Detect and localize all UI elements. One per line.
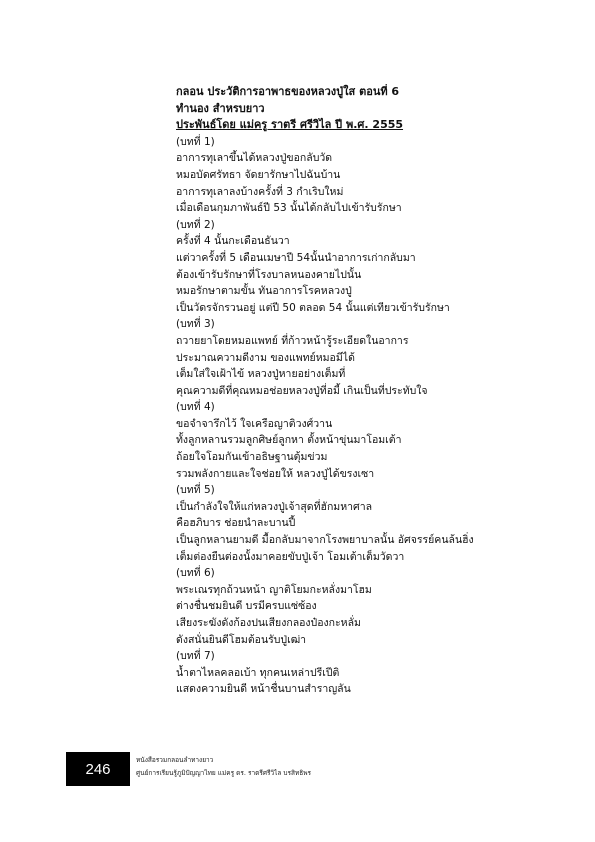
section-label: (บทที่ 6) bbox=[176, 567, 215, 580]
poem-title: กลอน ประวัติการอาพาธของหลวงปู่ใส ตอนที่ 6 bbox=[176, 85, 400, 98]
poem-line: อาการทุเลาขึ้นได้หลวงปู่ขอกลับวัด bbox=[176, 152, 333, 165]
poem-line: พระเณรทุกถ้วนหน้า ญาติโยมกะหลั่งมาโฮม bbox=[176, 583, 372, 596]
poem-line: ถ้อยใจโอมกันเข้าอธิษฐานตุ้มข่วม bbox=[176, 451, 328, 464]
poem-line: น้ำตาไหลคลอเบ้า ทุกคนเหล่าปรีเปีติ bbox=[176, 666, 340, 679]
poem-line: ประมาณความดีงาม ของแพทย์หมอมีได้ bbox=[176, 351, 355, 364]
section-label: (บทที่ 7) bbox=[176, 650, 215, 663]
poem-line: ถวายยาโดยหมอแพทย์ ที่ก้าวหน้ารู้ระเอียดในอาการ bbox=[176, 334, 409, 347]
poem-line: เป็นลูกหลานยามดี มื้อกลับมาจากโรงพยาบาลนั้น อัศจรรย์คนล้นฮิ่ง bbox=[176, 534, 474, 547]
poem-sections bbox=[176, 134, 576, 698]
poem-line: ครั้งที่ 4 นั้นกะเดือนธันวา bbox=[176, 235, 290, 248]
footer-book-title: หนังสือรวมกลอนลำทางยาว bbox=[136, 756, 214, 764]
poem-line: ต้องเข้ารับรักษาที่โรงบาลหนองคายไปนั้น bbox=[176, 268, 362, 281]
poem-line: เต็มต่องยืนต่องนั้งมาคอยขับปู่เจ้า โอมเต้าเต็มวัดวา bbox=[176, 550, 405, 563]
footer-publisher: ศูนย์การเรียนรู้ภูมิปัญญาไทย แม่ครู ดร. ราตรีศรีวิไล บรสิทธิพร bbox=[136, 769, 312, 777]
poem-line: แสดงความยินดี หน้าชื่นบานสำราญลัน bbox=[176, 683, 351, 696]
poem-line: ต่างชื่นชมยินดี บรมีครบแซ่ซ้อง bbox=[176, 600, 317, 613]
poem-line: หมอบัดศรัทธา จัดยารักษาไปฉันบ้าน bbox=[176, 168, 341, 181]
poem-line: แต่วาครั้งที่ 5 เดือนเมษาปี 54นั้นนำอาการเก่ากลับมา bbox=[176, 251, 416, 264]
poem-line: ดังสนั่นยินดีโฮมต้อนรับปู่เฒ่า bbox=[176, 633, 307, 646]
page-number-text: 246 bbox=[85, 760, 111, 778]
poem-line: เป็นกำลังใจให้แก่หลวงปู่เจ้าสุดที่ฮักมหาศาล bbox=[176, 500, 373, 513]
page-number bbox=[66, 752, 130, 786]
poem-line: อาการทุเลาลงบ้างครั้งที่ 3 กำเริบใหม่ bbox=[176, 185, 344, 198]
poem-line: เต็มใส่ใจเฝ้าไข้ หลวงปู่หายอย่างเต็มที่ bbox=[176, 368, 346, 381]
poem-line: เสียงระฆังดังก้องปนเสียงกลองป๋องกะหลั่ม bbox=[176, 617, 361, 629]
poem-line: หมอรักษาตามขั้น ทันอาการโรคหลวงปู่ bbox=[176, 285, 352, 298]
page-footer bbox=[136, 754, 516, 780]
section-label: (บทที่ 5) bbox=[176, 484, 215, 497]
section-label: (บทที่ 3) bbox=[176, 318, 215, 331]
poem-line: เมื่อเดือนกุมภาพันธ์ปี 53 นั้นได้กลับไปเข้ารับรักษา bbox=[176, 202, 402, 215]
poem-line: ขอจำจารึกไว้ ใจเครือญาติวงศ์วาน bbox=[176, 417, 333, 430]
poem-line: คือฮภิบาร ช่อยนำละบานปี้ bbox=[176, 517, 296, 530]
poem-author: ประพันธ์โดย แม่ครู ราตรี ศรีวิไล ปี พ.ศ. 2555 bbox=[176, 118, 404, 132]
poem-line: รวมพลังกายและใจช่อยให้ หลวงปู่ได้ขรงเซา bbox=[176, 467, 375, 480]
poem-line: ทั้งลูกหลานรวมลูกศิษย์ลูกหา ตั้งหน้าขุ่นมาโอมเต้า bbox=[176, 434, 402, 447]
section-label: (บทที่ 2) bbox=[176, 218, 215, 231]
poem-melody: ทำนอง สำหรบยาว bbox=[176, 101, 265, 115]
poem-body bbox=[176, 84, 576, 698]
section-label: (บทที่ 1) bbox=[176, 135, 215, 148]
poem-line: เป็นวัดรจักรวนอยู่ แต่ปี 50 ตลอด 54 นั้นแต่เทียวเข้ารับรักษา bbox=[176, 301, 450, 314]
section-label: (บทที่ 4) bbox=[176, 401, 215, 414]
poem-line: คุณความดีที่คุณหมอช่อยหลวงปู่ที่อมี้ เกินเป็นที่ประทับใจ bbox=[176, 384, 428, 397]
